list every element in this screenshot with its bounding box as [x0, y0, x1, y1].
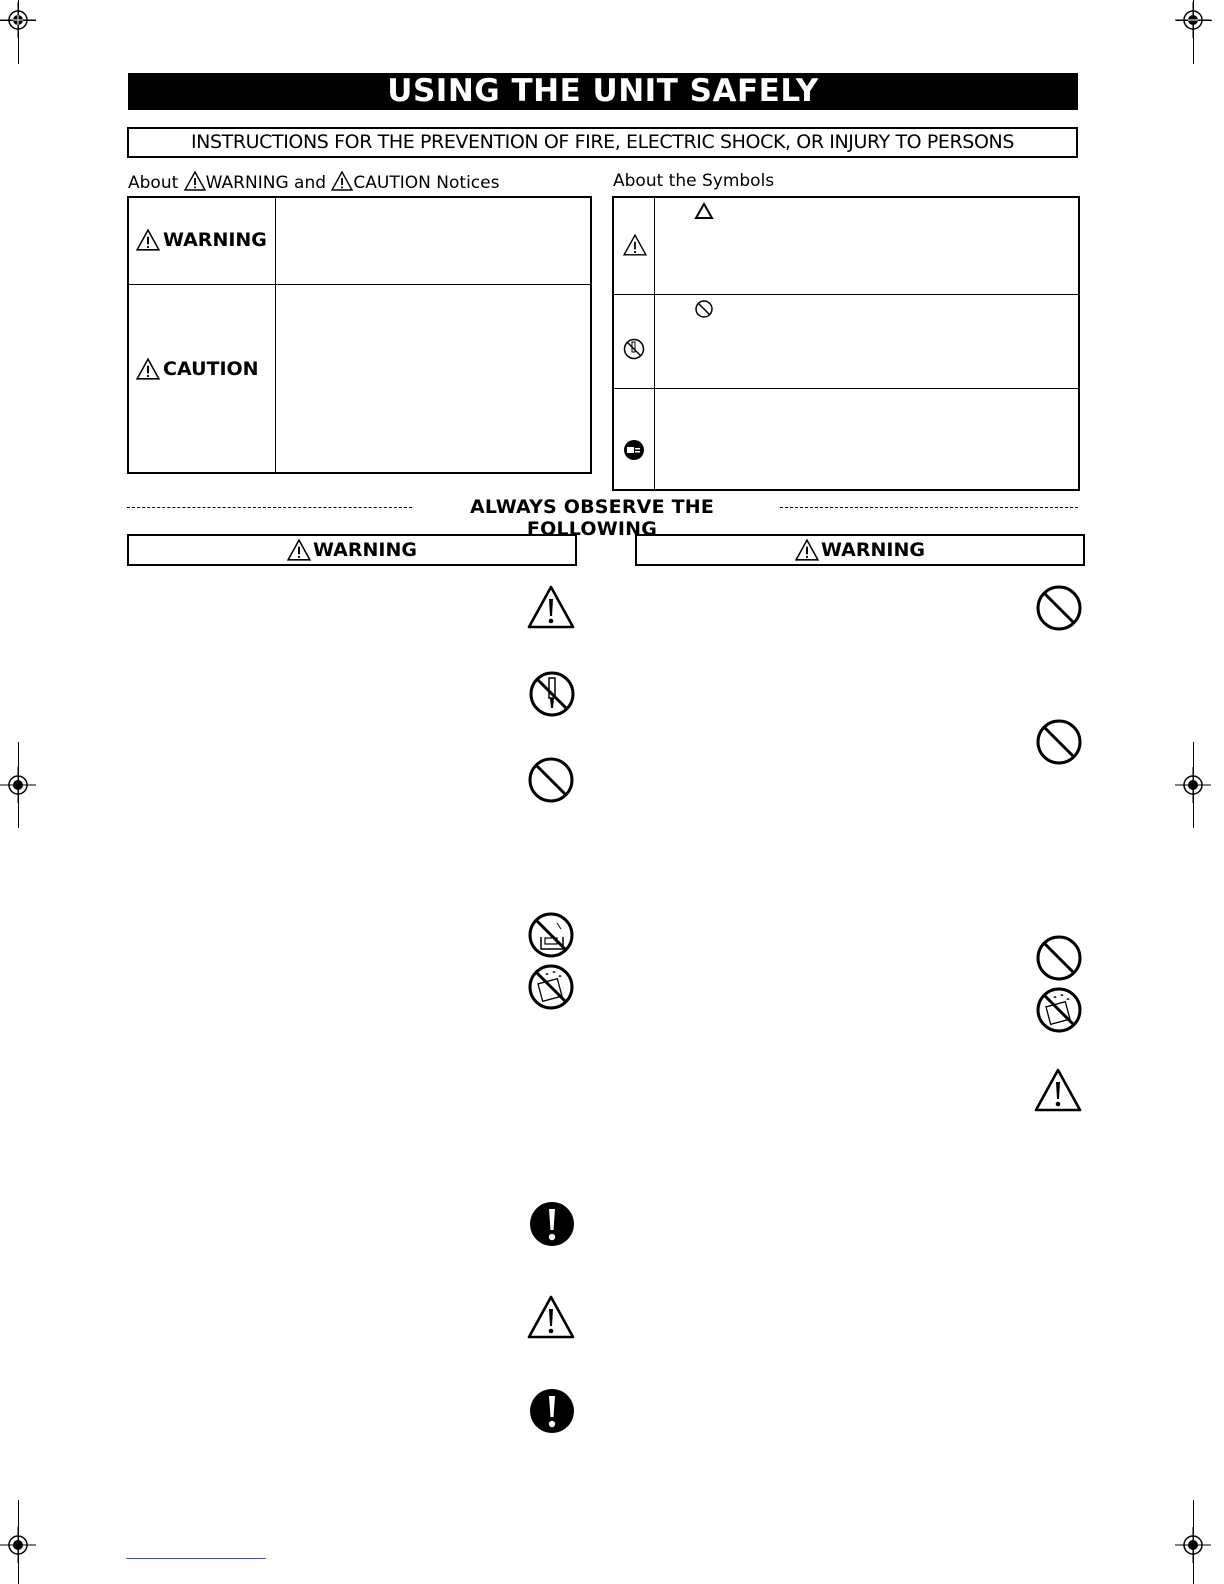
no-wet-icon: [527, 963, 575, 1011]
no-disassemble-icon: [528, 670, 576, 718]
warning-triangle-icon: [1034, 1067, 1082, 1115]
small-triangle-icon: [694, 202, 714, 220]
registration-mark-icon: [0, 1527, 36, 1563]
unplug-icon: [623, 439, 645, 461]
warning-triangle-icon: [136, 358, 160, 380]
registration-mark-icon: [1175, 2, 1211, 38]
page-subtitle: INSTRUCTIONS FOR THE PREVENTION OF FIRE, ELECTRIC SHOCK, OR INJURY TO PERSONS: [127, 127, 1078, 158]
right-warning-box: WARNING: [635, 534, 1085, 566]
notices-table: [127, 196, 592, 474]
page-title: USING THE UNIT SAFELY: [128, 73, 1078, 110]
warning-triangle-icon: [623, 234, 647, 256]
notices-heading-warning: WARNING: [205, 173, 289, 193]
no-wet-icon: [1035, 986, 1083, 1034]
warning-triangle-icon: [136, 229, 160, 251]
left-warning-box: WARNING: [127, 534, 577, 566]
notices-heading-caution: CAUTION: [353, 173, 431, 193]
notices-heading: [128, 171, 499, 193]
dashed-divider: [780, 507, 1078, 508]
warning-triangle-icon: [331, 171, 353, 191]
prohibited-icon: [527, 756, 575, 804]
prohibited-icon: [1035, 584, 1083, 632]
prohibited-circle-icon: [694, 299, 714, 319]
notices-heading-suffix: Notices: [436, 173, 500, 193]
notices-heading-prefix: About: [128, 173, 179, 193]
registration-mark-icon: [1175, 1527, 1211, 1563]
observe-heading: ALWAYS OBSERVE THE FOLLOWING: [412, 496, 772, 540]
warning-triangle-icon: [184, 171, 206, 191]
caution-notice-label: CAUTION: [136, 358, 259, 380]
registration-mark-icon: [1175, 767, 1211, 803]
no-disassemble-icon: [623, 338, 645, 360]
warning-triangle-icon: [527, 584, 575, 632]
warning-notice-label: WARNING: [136, 229, 267, 251]
dashed-divider: [127, 507, 412, 508]
warning-triangle-icon: [795, 539, 819, 561]
symbols-table: [612, 196, 1080, 491]
registration-mark-icon: [0, 2, 36, 38]
mandatory-action-icon: [528, 1200, 576, 1248]
footer-rule: [126, 1558, 266, 1559]
warning-triangle-icon: [527, 1294, 575, 1342]
mandatory-action-icon: [528, 1387, 576, 1435]
no-water-icon: [527, 911, 575, 959]
prohibited-icon: [1035, 934, 1083, 982]
warning-triangle-icon: [287, 539, 311, 561]
notices-heading-and: and: [294, 173, 327, 193]
registration-mark-icon: [0, 767, 36, 803]
symbols-heading: About the Symbols: [613, 171, 775, 191]
prohibited-icon: [1035, 718, 1083, 766]
